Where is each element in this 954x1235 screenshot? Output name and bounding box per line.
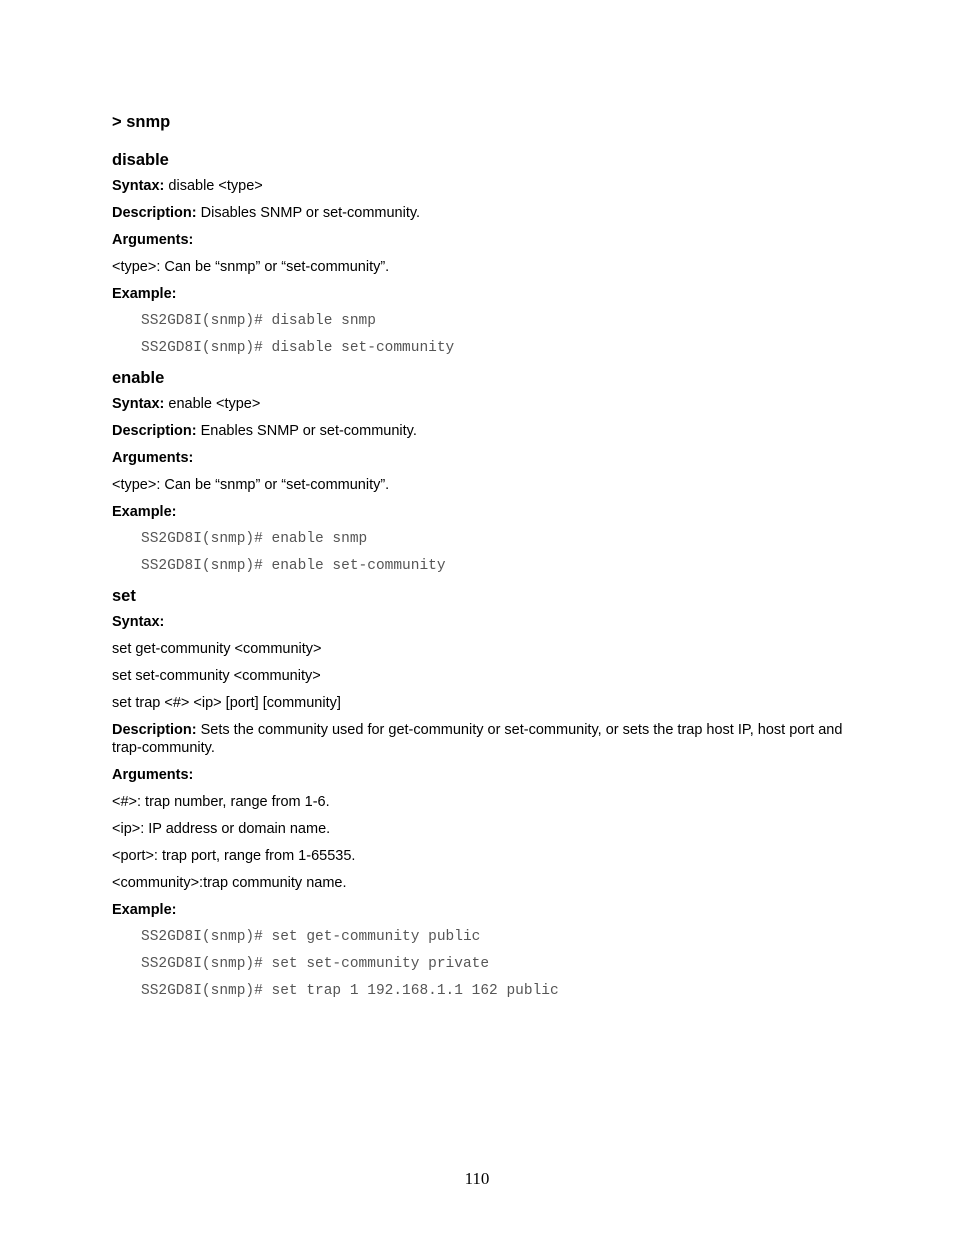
- description-label: Description:: [112, 722, 197, 738]
- command-disable-block: [112, 150, 852, 357]
- example-label: Example:: [112, 902, 177, 918]
- example-code: SS2GD8I(snmp)# set set-community private: [141, 956, 490, 972]
- example-line: [112, 286, 852, 303]
- argument-item: <type>: Can be “snmp” or “set-community”.: [112, 477, 390, 493]
- description-value: Disables SNMP or set-community.: [196, 205, 421, 221]
- example-code: SS2GD8I(snmp)# disable snmp: [141, 313, 376, 329]
- argument-item: <community>:trap community name.: [112, 875, 347, 891]
- example-line: [112, 902, 852, 919]
- syntax-label: Syntax:: [112, 614, 165, 630]
- arguments-line: [112, 450, 852, 467]
- syntax-label: Syntax:: [112, 396, 165, 412]
- argument-item: <type>: Can be “snmp” or “set-community”.: [112, 259, 390, 275]
- example-code: SS2GD8I(snmp)# enable set-community: [141, 558, 446, 574]
- example-code: SS2GD8I(snmp)# disable set-community: [141, 340, 455, 356]
- description-line: [112, 205, 852, 222]
- example-code: SS2GD8I(snmp)# set trap 1 192.168.1.1 162 public: [141, 983, 559, 999]
- arguments-label: Arguments:: [112, 767, 194, 783]
- example-label: Example:: [112, 504, 177, 520]
- arguments-line: [112, 232, 852, 249]
- syntax-item: set get-community <community>: [112, 641, 322, 657]
- syntax-value: disable <type>: [164, 178, 263, 194]
- syntax-line: [112, 178, 852, 195]
- section-path-heading: > snmp: [112, 113, 171, 131]
- command-heading-enable: enable: [112, 369, 165, 387]
- command-heading-set: set: [112, 587, 136, 605]
- description-label: Description:: [112, 205, 197, 221]
- example-code: SS2GD8I(snmp)# enable snmp: [141, 531, 368, 547]
- example-code: SS2GD8I(snmp)# set get-community public: [141, 929, 481, 945]
- description-value: Enables SNMP or set-community.: [196, 423, 417, 439]
- description-value: Sets the community used for get-community or set-community, or sets the trap host IP, host port and trap-community.: [112, 722, 847, 756]
- syntax-item: set trap <#> <ip> [port] [community]: [112, 695, 341, 711]
- page-number: 110: [464, 1169, 490, 1188]
- syntax-item: set set-community <community>: [112, 668, 321, 684]
- arguments-label: Arguments:: [112, 232, 194, 248]
- argument-item: <ip>: IP address or domain name.: [112, 821, 331, 837]
- arguments-label: Arguments:: [112, 450, 194, 466]
- description-label: Description:: [112, 423, 197, 439]
- syntax-label: Syntax:: [112, 178, 165, 194]
- command-set-block: [112, 586, 852, 1000]
- command-enable-block: [112, 368, 852, 575]
- document-body: [112, 112, 852, 1011]
- example-line: [112, 504, 852, 521]
- description-line: [112, 722, 852, 757]
- argument-item: <port>: trap port, range from 1-65535.: [112, 848, 356, 864]
- arguments-line: [112, 767, 852, 784]
- syntax-line: [112, 396, 852, 413]
- example-label: Example:: [112, 286, 177, 302]
- syntax-line: [112, 614, 852, 631]
- syntax-value: enable <type>: [164, 396, 261, 412]
- argument-item: <#>: trap number, range from 1-6.: [112, 794, 330, 810]
- command-heading-disable: disable: [112, 151, 169, 169]
- description-line: [112, 423, 852, 440]
